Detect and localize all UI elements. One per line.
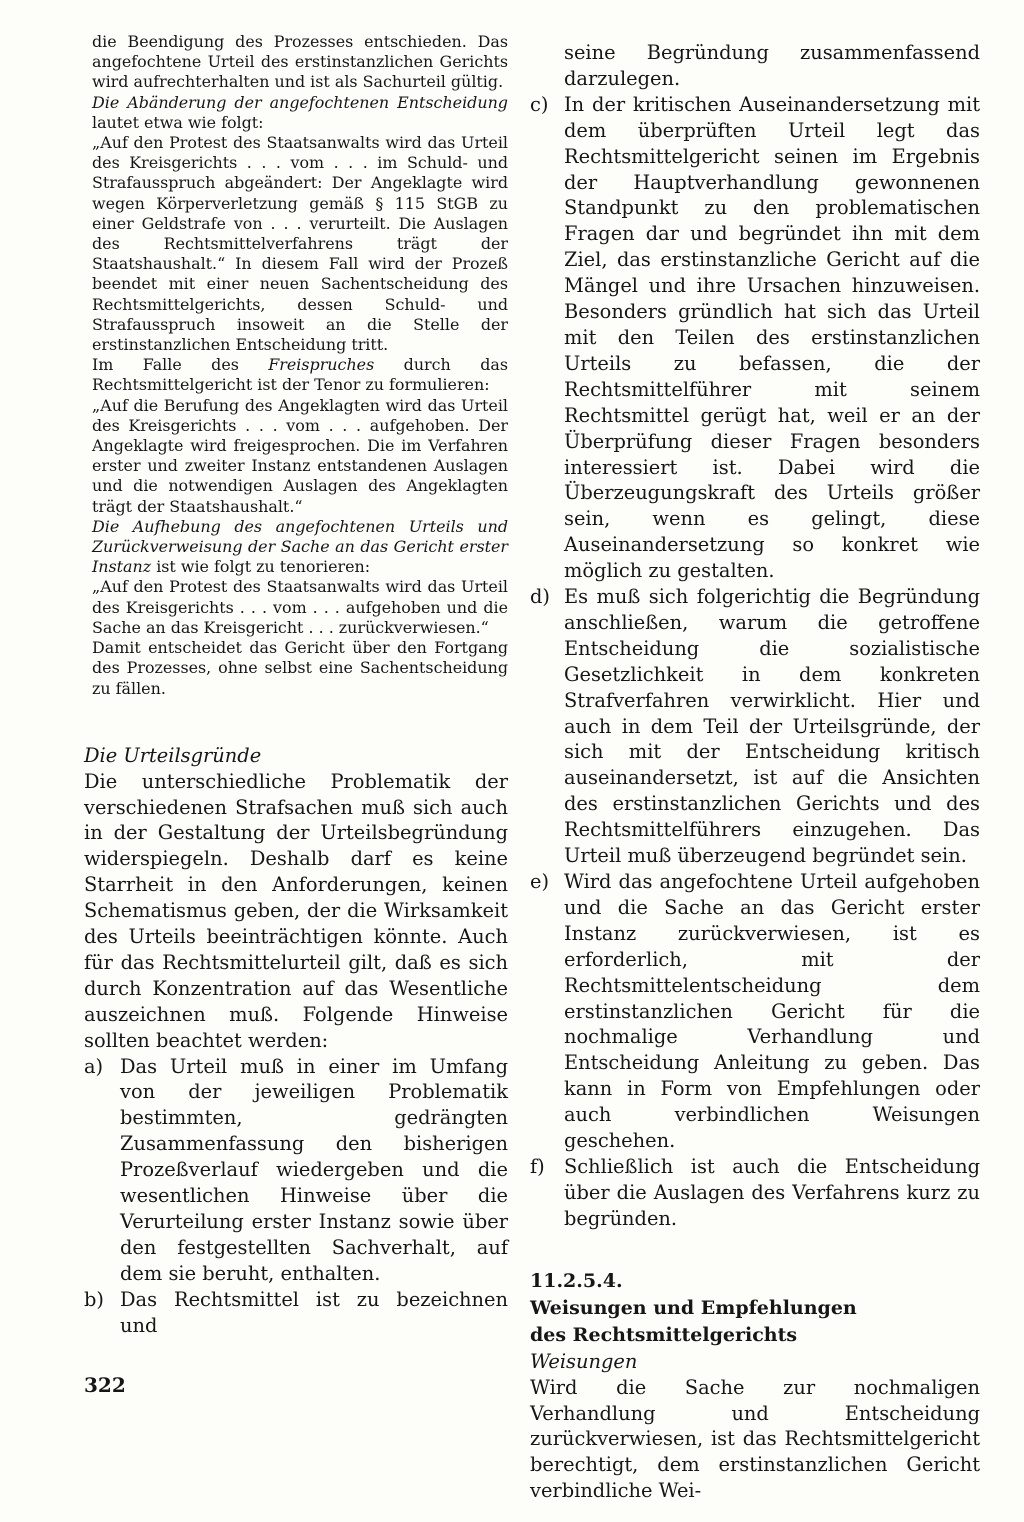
- section-number: 11.2.5.4.: [530, 1269, 623, 1292]
- subheading-weisungen: Weisungen: [530, 1349, 638, 1373]
- list-item: [530, 92, 980, 584]
- text: durch das Rechtsmittelgericht ist der Tenor zu formulieren:: [92, 355, 508, 395]
- text: In diesem Fall wird der Prozeß beendet mit einer neuen Sachentscheidung des Rechtsmittelgerichts, dessen Schuld- und Strafausspruch insoweit an die Stelle der erstinstanzlichen Entscheidung tritt.: [92, 254, 508, 355]
- paragraph: [84, 93, 508, 133]
- list-label: c): [530, 92, 549, 116]
- paragraph: die Beendigung des Prozesses entschieden. Das angefochtene Urteil des erstinstanzlichen Gerichts wird aufrechterhalten und ist als Sachurteil gültig.: [92, 32, 508, 92]
- text: Im Falle des: [92, 355, 269, 375]
- list-text: Das Rechtsmittel ist zu bezeichnen und: [120, 1287, 508, 1337]
- final-paragraph: Wird die Sache zur nochmaligen Verhandlung und Entscheidung zurückverwiesen, ist das Rechtsmittelgericht berechtigt, dem erstinstanzlichen Gericht verbindliche Wei-: [530, 1375, 980, 1503]
- quote: [84, 133, 508, 355]
- list-text: Es muß sich folgerichtig die Begründung anschließen, warum die getroffene Entscheidung die sozialistische Gesetzlichkeit in dem konkreten Strafverfahren verwirklicht. Hier und auch in dem Teil der Urteilsgründe, der sich mit der Entscheidung kritisch auseinandersetzt, ist auf die Ansichten des erstinstanzlichen Gerichts und des Rechtsmittelführers einzugehen. Das Urteil muß überzeugend begründet sein.: [564, 585, 980, 868]
- paragraph: Damit entscheidet das Gericht über den Fortgang des Prozesses, ohne selbst eine Sachentscheidung zu fällen.: [92, 638, 508, 698]
- list-label: e): [530, 870, 550, 893]
- list-item: [84, 1287, 508, 1339]
- text: ist wie folgt zu tenorieren:: [151, 557, 371, 577]
- list-text: Wird das angefochtene Urteil aufgehoben und die Sache an das Gericht erster Instanz zurückverwiesen, ist es erforderlich, mit der Rechtsmittelentscheidung dem erstinstanzlichen Gericht für die nochmalige Verhandlung und Entscheidung Anleitung zu geben. Das kann in Form von Empfehlungen oder auch verbindlichen Weisungen geschehen.: [564, 870, 980, 1153]
- intro-paragraph: Die unterschiedliche Problematik der verschiedenen Strafsachen muß sich auch in der Gestaltung der Urteilsbegründung widerspiegeln. Deshalb darf es keine Starrheit in den Anforderungen, keinen Schematismus geben, der die Wirksamkeit des Urteils beeinträchtigen könnte. Auch für das Rechtsmittelurteil gilt, daß es sich durch Konzentration auf das Wesentliche auszeichnen muß. Folgende Hinweise sollten beachtet werden:: [84, 769, 508, 1052]
- section-title-line-1: Weisungen und Empfehlungen: [530, 1296, 857, 1319]
- left-column: [84, 32, 508, 1339]
- section-heading: [530, 1268, 980, 1349]
- italic-phrase: Freispruches: [268, 355, 375, 375]
- italic-phrase: Die Aufhebung des angefochtenen Urteils und Zurückverweisung der Sache an das Gericht erster Instanz: [92, 516, 508, 577]
- right-column: [530, 40, 980, 1504]
- list-text: In der kritischen Auseinandersetzung mit dem überprüften Urteil legt das Rechtsmittelgericht seinen im Ergebnis der Hauptverhandlung gewonnenen Standpunkt zu den problematischen Fragen dar und begründet ihn mit dem Ziel, das erstinstanzliche Gericht auf die Mängel und ihre Ursachen hinzuweisen. Besonders gründlich hat sich das Urteil mit den Teilen des erstinstanzlichen Urteils zu befassen, die der Rechtsmittelführer mit seinem Rechtsmittel gerügt hat, weil er an der Überprüfung dieser Fragen besonders interessiert ist. Dabei wird die Überzeugungskraft des Urteils größer sein, wenn es gelingt, diese Auseinandersetzung so konkret wie möglich zu gestalten.: [564, 92, 980, 583]
- italic-phrase: Die Abänderung der angefochtenen Entscheidung: [92, 92, 508, 112]
- list-label: a): [84, 1054, 104, 1078]
- left-small-print: [84, 32, 508, 699]
- list-label: b): [84, 1287, 104, 1311]
- list-text: Das Urteil muß in einer im Umfang von der jeweiligen Problematik bestimmten, gedrängten Zusammenfassung den bisherigen Prozeßverlauf wiedergeben und die wesentlichen Hinweise über die Verurteilung erster Instanz sowie über den festgestellten Sachverhalt, auf dem sie beruht, enthalten.: [120, 1054, 508, 1285]
- paragraph: [84, 355, 508, 395]
- subheading-urteilsgruende: Die Urteilsgründe: [84, 743, 262, 767]
- quote: „Auf den Protest des Staatsanwalts wird das Urteil des Kreisgerichts . . . vom . . . aufgehoben und die Sache an das Kreisgericht . . . zurückverwiesen.“: [92, 577, 508, 637]
- list-item: [84, 1054, 508, 1287]
- list-label: f): [530, 1154, 545, 1178]
- continuation-text: seine Begründung zusammenfassend darzulegen.: [564, 41, 980, 90]
- list-item: [530, 1154, 980, 1232]
- list-text: Schließlich ist auch die Entscheidung über die Auslagen des Verfahrens kurz zu begründen.: [564, 1154, 980, 1230]
- section-title-line-2: des Rechtsmittelgerichts: [530, 1323, 798, 1346]
- list-label: d): [530, 585, 550, 609]
- quote: „Auf die Berufung des Angeklagten wird das Urteil des Kreisgerichts . . . vom . . . aufgehoben. Der Angeklagte wird freigesprochen. Die im Verfahren erster und zweiter Instanz entstandenen Auslagen und die notwendigen Auslagen des Angeklagten trägt der Staatshaushalt.“: [92, 395, 508, 516]
- quote-text: „Auf den Protest des Staatsanwalts wird das Urteil des Kreisgerichts . . . vom . . . im Schuld- und Strafausspruch abgeändert: Der Angeklagte wird wegen Körperverletzung gemäß § 115 StGB zu einer Geldstrafe von . . . verurteilt. Die Auslagen des Rechtsmittelverfahrens trägt der Staatshaushalt.“: [92, 133, 508, 274]
- paragraph: [84, 517, 508, 578]
- list-item: [530, 584, 980, 869]
- list-item: [530, 869, 980, 1154]
- left-main-text: [84, 769, 508, 1339]
- page-number: 322: [84, 1373, 126, 1397]
- text: lautet etwa wie folgt:: [92, 112, 264, 132]
